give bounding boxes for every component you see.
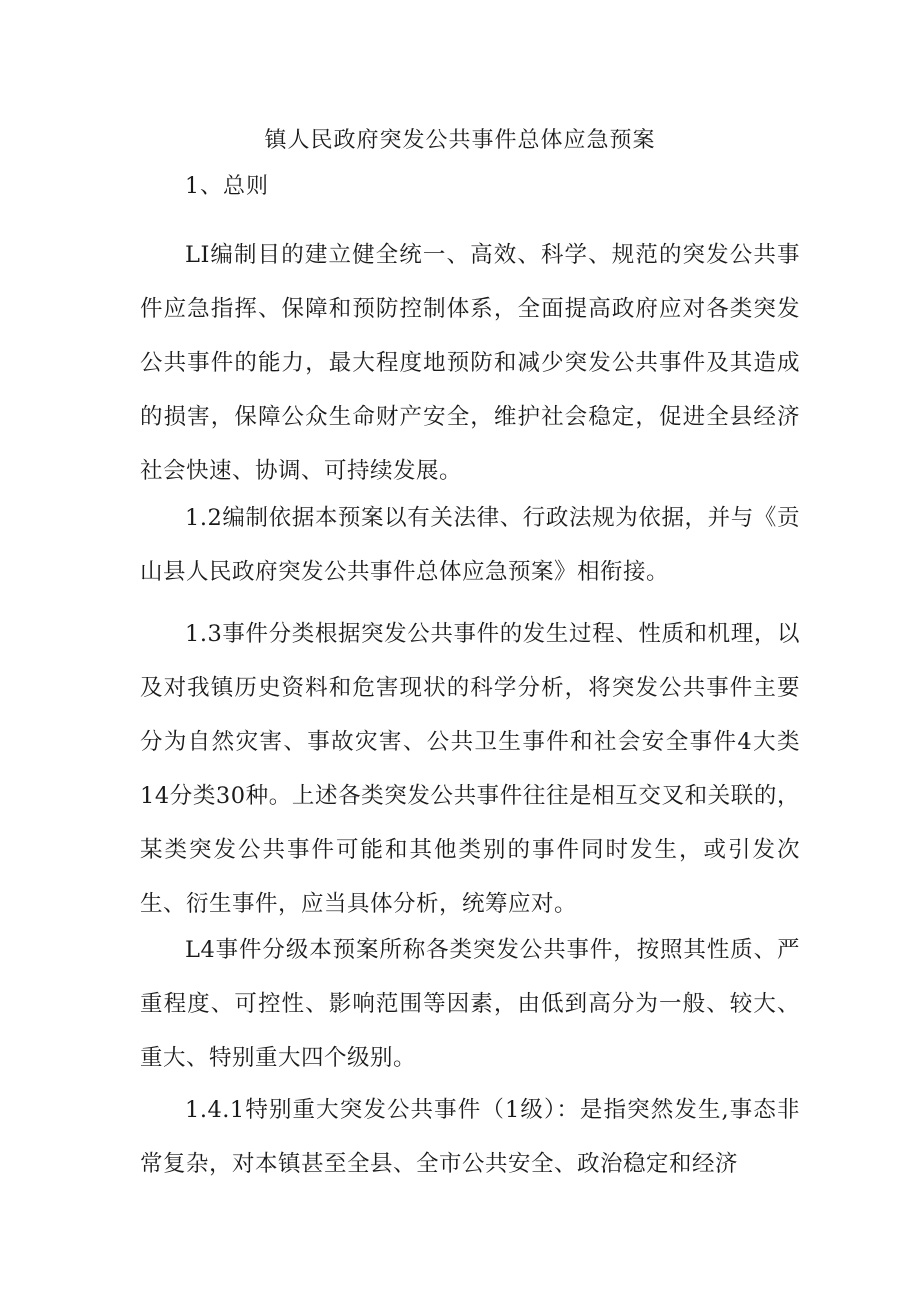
document-title: 镇人民政府突发公共事件总体应急预案 [264, 128, 656, 153]
paragraph-grading: L4事件分级本预案所称各类突发公共事件，按照其性质、严重程度、可控性、影响范围等因素，由低到高分为一般、较大、重大、特别重大四个级别。 [140, 937, 800, 1071]
paragraph-basis: 1.2编制依据本预案以有关法律、行政法规为依据，并与《贡山县人民政府突发公共事件总体应急预案》相衔接。 [140, 505, 800, 585]
section-heading: 1、总则 [185, 174, 269, 199]
paragraph-purpose: LI编制目的建立健全统一、高效、科学、规范的突发公共事件应急指挥、保障和预防控制体系，全面提高政府应对各类突发公共事件的能力，最大程度地预防和减少突发公共事件及其造成的损害，保障公众生命财产安全，维护社会稳定，促进全县经济社会快速、协调、可持续发展。 [140, 242, 800, 484]
paragraph-classification: 1.3事件分类根据突发公共事件的发生过程、性质和机理，以及对我镇历史资料和危害现状的科学分析，将突发公共事件主要分为自然灾害、事故灾害、公共卫生事件和社会安全事件4大类14分类30种。上述各类突发公共事件往往是相互交叉和关联的，某类突发公共事件可能和其他类别的事件同时发生，或引发次生、衍生事件，应当具体分析，统筹应对。 [140, 621, 800, 917]
paragraph-level-one: 1.4.1特别重大突发公共事件（1级）：是指突然发生,事态非常复杂，对本镇甚至全县、全市公共安全、政治稳定和经济 [140, 1097, 800, 1177]
